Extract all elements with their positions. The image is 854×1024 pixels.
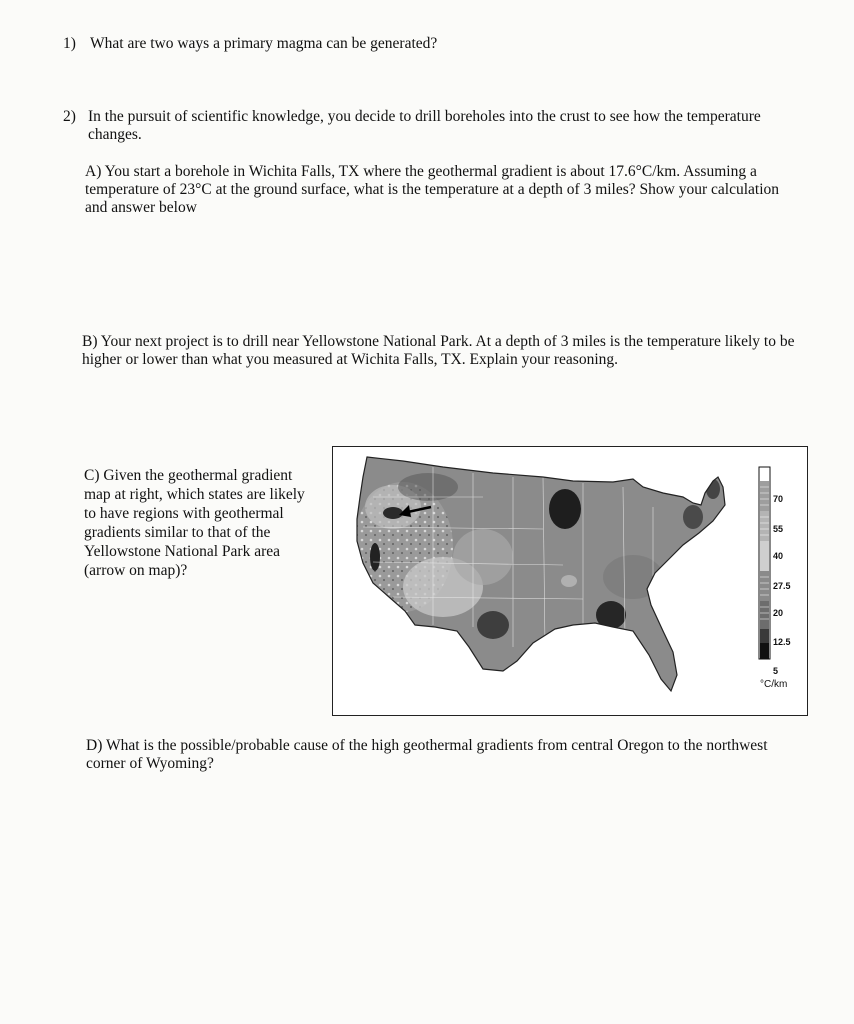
legend-label-55: 55 <box>773 524 784 534</box>
question-1-text: What are two ways a primary magma can be generated? <box>90 35 438 52</box>
legend-label-70: 70 <box>773 494 784 504</box>
legend-label-5: 5 <box>773 666 779 676</box>
legend-label-40: 40 <box>773 551 784 561</box>
legend-bar <box>759 467 770 659</box>
question-2d-text: D) What is the possible/probable cause of the high geothermal gradients from central Oregon to the northwest corner of Wyoming? <box>86 737 768 772</box>
question-1-number: 1) <box>63 35 76 52</box>
question-2-number: 2) <box>63 108 76 125</box>
question-2 <box>63 108 808 144</box>
question-2c-text: C) Given the geothermal gradient map at right, which states are likely to have regions with geothermal gradients similar to that of the Yellowstone National Park area (arrow on map)? <box>84 467 305 579</box>
legend-unit: °C/km <box>760 679 788 690</box>
legend-label-27-5: 27.5 <box>773 581 791 591</box>
legend-label-20: 20 <box>773 608 784 618</box>
question-2b-text: B) Your next project is to drill near Yellowstone National Park. At a depth of 3 miles is the temperature likely to be higher or lower than what you measured at Wichita Falls, TX. Explain your reasoning. <box>82 333 795 368</box>
legend-label-12-5: 12.5 <box>773 637 791 647</box>
question-2a-text: A) You start a borehole in Wichita Falls, TX where the geothermal gradient is about 17.6°C/km. Assuming a temperature of 23°C at the ground surface, what is the temperature at a depth of 3 miles? Show your calculation and answer below <box>85 163 779 216</box>
geothermal-gradient-map <box>332 446 808 716</box>
question-1 <box>63 35 437 53</box>
us-map-graphic <box>333 447 807 715</box>
question-2-text: In the pursuit of scientific knowledge, you decide to drill boreholes into the crust to see how the temperature changes. <box>88 108 761 143</box>
